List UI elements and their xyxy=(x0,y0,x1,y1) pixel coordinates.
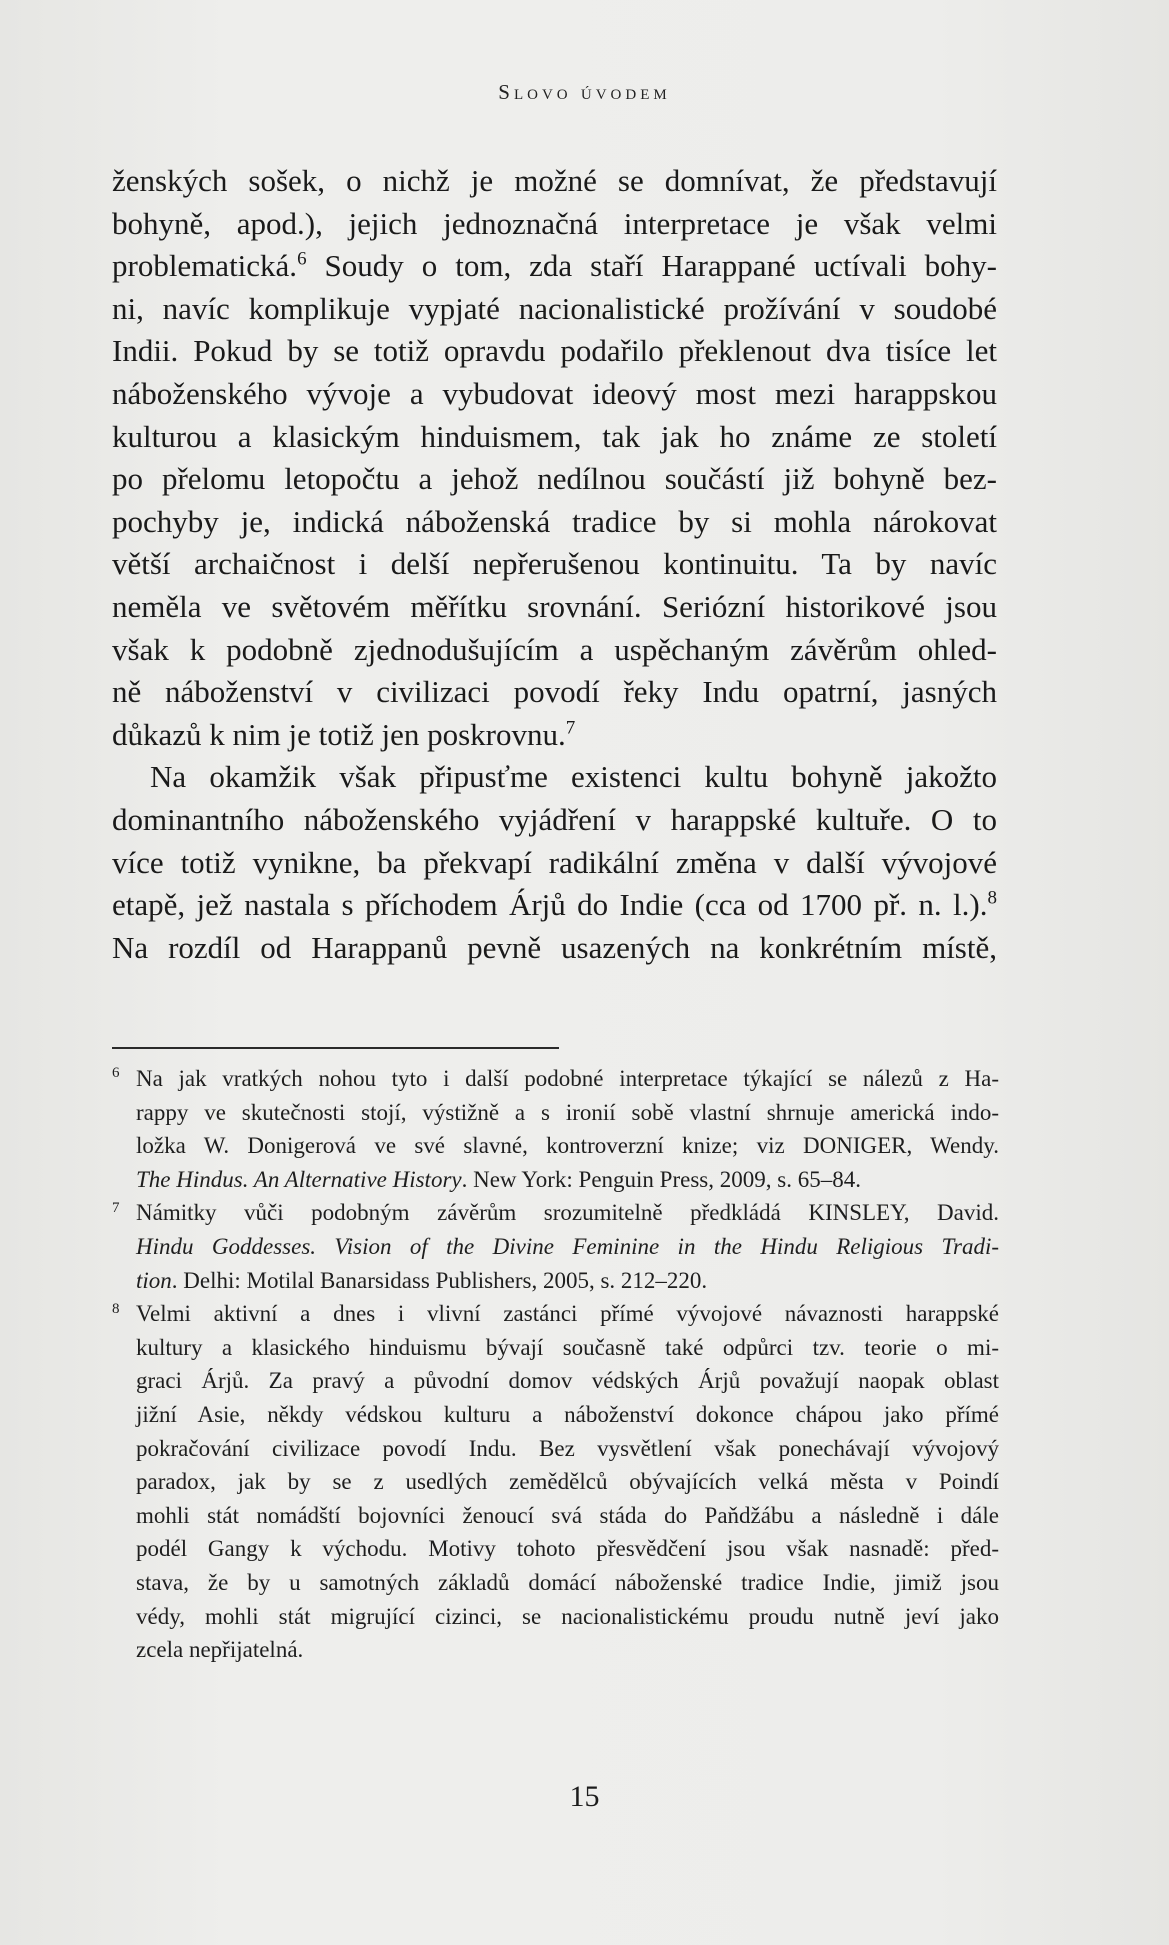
footnote-line: 7 Námitky vůči podobným závěrům srozumitelně předkládá KINSLEY, David. xyxy=(112,1199,999,1226)
main-text xyxy=(112,160,997,969)
body-line: pochyby je, indická náboženská tradice by si mohla nárokovat xyxy=(112,503,997,539)
footnote-line: rappy ve skutečnosti stojí, výstižně a s ironií sobě vlastní shrnuje americká indo- xyxy=(136,1099,999,1125)
body-line: po přelomu letopočtu a jehož nedílnou součástí již bohyně bez- xyxy=(112,461,997,497)
body-line: Na okamžik však připusťme existenci kultu bohyně jakožto xyxy=(150,759,997,795)
footnote-7 xyxy=(112,1196,999,1297)
book-title: tion xyxy=(136,1267,172,1293)
footnote-rule xyxy=(112,1047,559,1049)
footnote-ref[interactable]: 8 xyxy=(987,887,997,909)
footnote-line: kultury a klasického hinduismu bývají současně také odpůrci tzv. teorie o mi- xyxy=(136,1334,999,1360)
body-line: problematická.$^6$ Soudy o tom, zda staří Harappané uctívali bohy- xyxy=(112,248,997,284)
footnote-8 xyxy=(112,1297,999,1667)
body-line: větší archaičnost i delší nepřerušenou kontinuitu. Ta by navíc xyxy=(112,546,997,582)
footnote-6 xyxy=(112,1062,999,1196)
body-line: dominantního náboženského vyjádření v harappské kultuře. O to xyxy=(112,801,997,837)
footnote-line: tion. Delhi: Motilal Banarsidass Publishers, 2005, s. 212–220. xyxy=(136,1267,708,1293)
footnote-line: védy, mohli stát migrující cizinci, se nacionalistickému proudu nutně jeví jako xyxy=(136,1603,999,1629)
footnote-line: stava, že by u samotných základů domácí náboženské tradice Indie, jimiž jsou xyxy=(136,1569,999,1595)
footnote-line: jižní Asie, někdy védskou kulturu a náboženství dokonce chápou jako přímé xyxy=(136,1401,999,1427)
footnote-line: 6 Na jak vratkých nohou tyto i další podobné interpretace týkající se nálezů z Ha- xyxy=(112,1065,999,1091)
footnote-line: graci Árjů. Za pravý a původní domov védských Árjů považují naopak oblast xyxy=(136,1368,999,1394)
footnote-line: ložka W. Donigerová ve své slavné, kontroverzní knize; viz DONIGER, Wendy. xyxy=(136,1133,999,1159)
running-head: Slovo úvodem xyxy=(498,80,671,104)
body-line: ženských sošek, o nichž je možné se domnívat, že představují xyxy=(112,163,997,198)
footnote-ref[interactable]: 6 xyxy=(297,248,307,270)
book-title: Hindu Goddesses. Vision of the Divine Feminine in the Hindu Religious Tradi- xyxy=(136,1233,999,1259)
footnote-line: zcela nepřijatelná. xyxy=(136,1637,304,1663)
footnote-line: mohli stát nomádští bojovníci ženoucí svá stáda do Paňdžábu a následně i dále xyxy=(136,1502,999,1528)
body-line: důkazů k nim je totiž jen poskrovnu.$^7$ xyxy=(112,716,576,752)
page-number: 15 xyxy=(569,1780,600,1813)
body-line: náboženského vývoje a vybudovat ideový most mezi harappskou xyxy=(112,375,997,411)
body-line: bohyně, apod.), jejich jednoznačná interpretace je však velmi xyxy=(112,205,997,241)
body-line: etapě, jež nastala s příchodem Árjů do Indie (cca od 1700 př. n. l.).$^8$ xyxy=(112,887,997,923)
body-line: kulturou a klasickým hinduismem, tak jak ho známe ze století xyxy=(112,418,997,454)
footnote-line: The Hindus. An Alternative History. New York: Penguin Press, 2009, s. 65–84. xyxy=(136,1166,861,1192)
body-line: Na rozdíl od Harappanů pevně usazených na konkrétním místě, xyxy=(112,929,997,965)
footnote-line xyxy=(112,1230,999,1264)
footnote-line: paradox, jak by se z usedlých zemědělců obývajících velká města v Poindí xyxy=(136,1469,999,1495)
body-line: Indii. Pokud by se totiž opravdu podařilo překlenout dva tisíce let xyxy=(112,333,997,369)
footnote-line: pokračování civilizace povodí Indu. Bez vysvětlení však ponechávají vývojový xyxy=(136,1435,999,1461)
body-line: neměla ve světovém měřítku srovnání. Seriózní historikové jsou xyxy=(112,588,997,624)
footnotes xyxy=(112,1062,999,1667)
body-line: ni, navíc komplikuje vypjaté nacionalistické prožívání v soudobé xyxy=(112,290,997,326)
footnote-line: podél Gangy k východu. Motivy tohoto přesvědčení jsou však nasnadě: před- xyxy=(136,1536,999,1562)
body-line: více totiž vynikne, ba překvapí radikální změna v další vývojové xyxy=(112,844,997,880)
body-line: ně náboženství v civilizaci povodí řeky Indu opatrní, jasných xyxy=(112,674,997,710)
footnote-line: 8 Velmi aktivní a dnes i vlivní zastánci přímé vývojové návaznosti harappské xyxy=(112,1300,999,1327)
body-line: však k podobně zjednodušujícím a uspěchaným závěrům ohled- xyxy=(112,631,997,667)
footnote-ref[interactable]: 7 xyxy=(565,717,576,739)
book-title: The Hindus. An Alternative History xyxy=(136,1166,462,1192)
